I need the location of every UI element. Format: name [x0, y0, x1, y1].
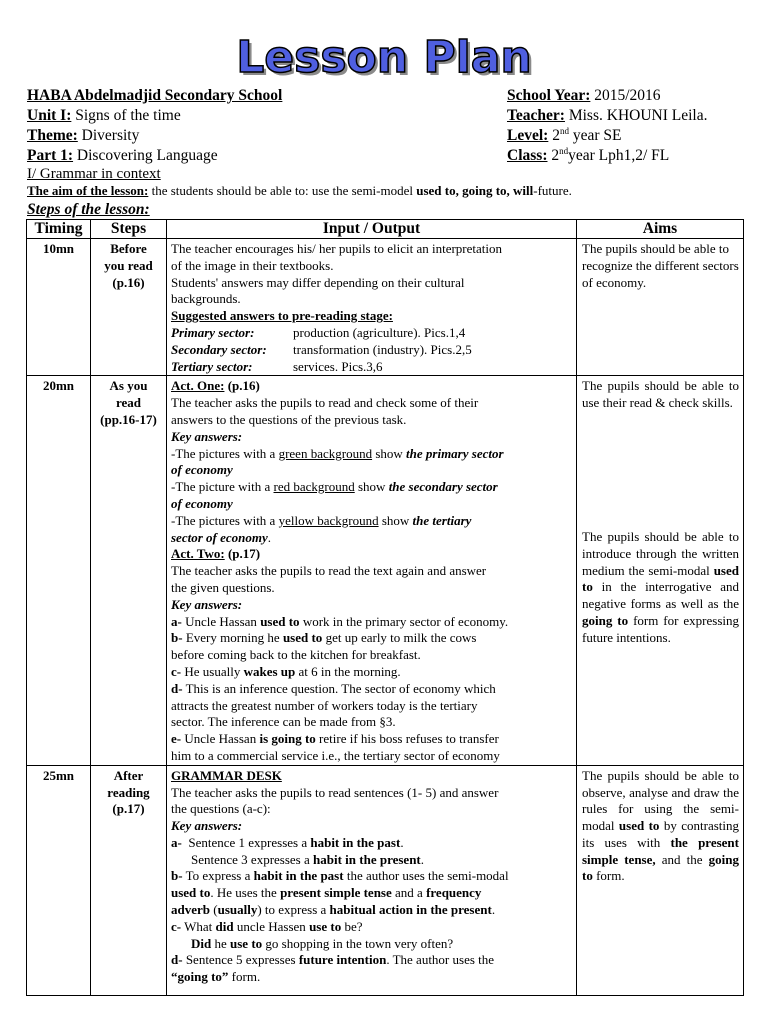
class-num: 2: [551, 147, 560, 164]
key-answers-label: Key answers:: [171, 818, 243, 834]
io-text: uncle Hassen: [236, 918, 306, 934]
activity-page: (p.16): [227, 378, 260, 394]
answer-letter: b-: [171, 630, 183, 646]
timing-cell: 20mn: [27, 376, 91, 765]
io-bold-text: habit in the present: [313, 851, 421, 867]
red-background-text: red background: [273, 479, 355, 495]
sector-label: Primary sector:: [171, 324, 255, 340]
io-bold-text: wakes up: [243, 663, 296, 679]
io-text: He usually: [184, 663, 241, 679]
timing-cell: 25mn: [27, 765, 91, 995]
activity-title: Act. Two:: [171, 546, 225, 562]
steps-line: read: [115, 395, 142, 411]
table-row: [27, 765, 744, 995]
part-label: Part 1:: [27, 147, 74, 164]
io-bold-text: the primary sector: [406, 445, 504, 461]
io-text: ) to express a: [257, 902, 327, 918]
school-year-label: School Year:: [507, 87, 591, 104]
sector-label: Secondary sector:: [171, 341, 267, 357]
input-output-cell: [167, 376, 577, 765]
theme-value: Diversity: [81, 127, 140, 144]
io-text: .: [267, 529, 272, 545]
io-line: of the image in their textbooks.: [171, 257, 334, 273]
aims-bold: used to: [582, 562, 739, 595]
io-text: This is an inference question. The sector of economy which: [185, 680, 496, 696]
activity-title: Act. One:: [171, 378, 225, 394]
steps-line: After: [113, 767, 144, 783]
aims-bold: going to: [582, 612, 629, 628]
aim-label: The aim of the lesson:: [27, 183, 149, 198]
io-bold-text: present simple tense: [280, 885, 392, 901]
answer-letter: d-: [171, 680, 183, 696]
answer-letter: a-: [171, 613, 182, 629]
io-line: answers to the questions of the previous task.: [171, 411, 407, 427]
steps-line: (p.17): [112, 801, 145, 817]
steps-line: As you: [109, 378, 148, 394]
page-title: Lesson Plan: [236, 32, 532, 83]
aims-part: The pupils should be able to observe, analyse and draw the rules for using the semi-modal: [582, 767, 739, 834]
green-background-text: green background: [278, 445, 373, 461]
io-line: The teacher asks the pupils to read sentences (1- 5) and answer: [171, 784, 499, 800]
io-text: .: [400, 834, 404, 850]
io-text: What: [184, 918, 213, 934]
io-text: Sentence 5 expresses: [185, 952, 296, 968]
io-text: To express a: [185, 868, 251, 884]
teacher-label: Teacher:: [507, 107, 565, 124]
suggested-answers-heading: Suggested answers to pre-reading stage:: [171, 308, 393, 324]
level-sup: nd: [559, 126, 569, 136]
aim-text: the students should be able to: use the semi-model: [151, 183, 413, 198]
io-bold-text: used to: [282, 630, 323, 646]
input-output-cell: [167, 239, 577, 376]
lesson-steps-table: [26, 219, 744, 996]
io-line: the questions (a-c):: [171, 801, 271, 817]
input-output-cell: [167, 765, 577, 995]
io-text: retire if his boss refuses to transfer: [319, 731, 499, 747]
io-bold-text: usually: [217, 902, 258, 918]
io-text: show: [381, 512, 410, 528]
sector-text: transformation (industry). Pics.2,5: [293, 341, 472, 357]
aims-part: The pupils should be able to introduce through the written medium the semi-modal: [582, 528, 739, 578]
aims-part: in the interrogative and negative forms as well as the: [582, 579, 739, 612]
part-value: Discovering Language: [76, 147, 218, 164]
aims-cell: [577, 765, 744, 995]
steps-line: (p.16): [112, 274, 145, 290]
class-sup: nd: [559, 146, 569, 156]
io-text: . The author uses the: [386, 952, 495, 968]
io-bold-text: of economy: [171, 462, 233, 478]
io-text: .: [420, 851, 425, 867]
io-text: -The pictures with a: [171, 445, 276, 461]
io-text: Sentence 1 expresses a: [188, 834, 308, 850]
io-bold-text: habit in the past: [310, 834, 401, 850]
io-text: the author uses the semi-modal: [346, 868, 509, 884]
sector-label: Tertiary sector:: [171, 358, 253, 374]
io-text: -The picture with a: [171, 479, 271, 495]
key-answers-label: Key answers:: [171, 428, 243, 444]
table-row: [27, 239, 744, 376]
io-line: attracts the greatest number of workers today is the tertiary: [171, 697, 478, 713]
io-bold-text: did: [215, 918, 234, 934]
aims-text: The pupils should be able to use their read & check skills.: [582, 378, 739, 411]
aims-part: by contrasting its uses with: [582, 818, 740, 850]
io-line: before coming back to the kitchen for breakfast.: [171, 647, 421, 663]
answer-letter: c-: [171, 918, 182, 934]
aim-bold: used to, going to, will: [416, 183, 534, 198]
unit-value: Signs of the time: [75, 107, 181, 124]
class-value: year Lph1,2/ FL: [568, 147, 670, 164]
sector-text: services. Pics.3,6: [293, 358, 383, 374]
aim-end: -future.: [533, 183, 572, 198]
io-bold-text: habitual action in the present: [329, 902, 492, 918]
io-line: The teacher asks the pupils to read the text again and answer: [171, 563, 487, 579]
school-year-value: 2015/2016: [594, 87, 661, 104]
level-num: 2: [552, 127, 560, 144]
io-bold-text: used to: [260, 613, 300, 629]
aims-part: form.: [596, 868, 625, 884]
class-label: Class:: [507, 147, 548, 164]
io-text: show: [375, 445, 403, 461]
answer-letter: e-: [171, 731, 182, 747]
io-bold-text: adverb: [171, 902, 210, 918]
io-bold-text: use to: [230, 935, 263, 951]
activity-page: (p.17): [227, 546, 261, 562]
aims-cell: [577, 376, 744, 765]
theme-label: Theme:: [27, 127, 78, 144]
lesson-header: [27, 86, 747, 166]
steps-line: (pp.16-17): [100, 411, 157, 427]
level-value: year SE: [572, 127, 622, 144]
header-input-output: Input / Output: [167, 220, 577, 239]
answer-letter: a-: [171, 834, 182, 850]
teacher-value: Miss. KHOUNI Leila.: [568, 107, 708, 124]
io-text: he: [214, 935, 227, 951]
answer-letter: d-: [171, 952, 183, 968]
sector-text: production (agriculture). Pics.1,4: [293, 324, 466, 340]
io-text: -The pictures with a: [171, 512, 276, 528]
io-bold-text: future intention: [298, 952, 387, 968]
io-text: be?: [344, 918, 363, 934]
io-text: at 6 in the morning.: [298, 663, 401, 679]
school-name: HABA Abdelmadjid Secondary School: [27, 87, 283, 104]
timing-cell: 10mn: [27, 239, 91, 376]
key-answers-label: Key answers:: [171, 596, 243, 612]
io-bold-text: habit in the past: [253, 868, 344, 884]
io-text: get up early to milk the cows: [325, 630, 477, 646]
io-line: sector. The inference can be made from §3.: [171, 714, 396, 730]
steps-cell: [91, 765, 167, 995]
io-bold-text: is going to: [259, 731, 316, 747]
steps-cell: [91, 239, 167, 376]
aims-bold: going to: [582, 851, 740, 884]
io-line: Students' answers may differ depending on their cultural: [171, 274, 465, 290]
io-bold-text: the tertiary: [412, 512, 472, 528]
io-line: The teacher asks the pupils to read and check some of their: [171, 395, 479, 411]
io-text: Every morning he: [185, 630, 280, 646]
steps-line: Before: [110, 241, 147, 256]
io-bold-text: use to: [309, 918, 342, 934]
section-heading: I/ Grammar in context: [27, 166, 161, 182]
aims-part: form for expressing future intentions.: [582, 612, 740, 645]
io-bold-text: “going to”: [171, 969, 229, 985]
io-text: work in the primary sector of economy.: [302, 613, 509, 629]
steps-title: Steps of the lesson:: [27, 201, 150, 218]
table-row: [27, 376, 744, 765]
table-header-row: [27, 220, 744, 239]
header-steps: Steps: [91, 220, 167, 239]
answer-letter: b-: [171, 868, 183, 884]
io-text: and a: [395, 885, 423, 901]
steps-line: reading: [107, 784, 150, 800]
io-text: .: [491, 902, 496, 918]
io-text: Uncle Hassan: [185, 613, 257, 629]
io-text: go shopping in the town very often?: [265, 935, 454, 951]
grammar-desk-heading: GRAMMAR DESK: [171, 767, 282, 783]
aims-text: [582, 529, 739, 647]
answer-letter: c-: [171, 663, 182, 679]
header-aims: Aims: [577, 220, 744, 239]
io-text: show: [357, 479, 386, 495]
yellow-background-text: yellow background: [278, 512, 379, 528]
io-text: Uncle Hassan: [184, 731, 257, 747]
aims-bold: the present simple tense,: [582, 834, 739, 867]
aims-part: and the: [661, 851, 703, 867]
lesson-aim: [27, 183, 572, 199]
io-text: (: [213, 902, 218, 918]
level-label: Level:: [507, 127, 549, 144]
io-bold-text: the secondary sector: [388, 479, 498, 495]
aims-bold: used to: [618, 818, 660, 834]
io-bold-text: sector of economy: [171, 529, 268, 545]
aims-cell: The pupils should be able to recognize the different sectors of economy.: [577, 239, 744, 376]
io-line: The teacher encourages his/ her pupils to elicit an interpretation: [171, 241, 503, 256]
unit-label: Unit I:: [27, 107, 72, 124]
io-line: him to a commercial service i.e., the tertiary sector of economy: [171, 747, 500, 763]
io-bold-text: used to: [171, 885, 211, 901]
io-bold-text: frequency: [426, 885, 482, 901]
io-bold-text: of economy: [171, 495, 233, 511]
io-text: Sentence 3 expresses a: [191, 851, 310, 867]
io-text: . He uses the: [210, 885, 277, 901]
io-line: backgrounds.: [171, 291, 241, 307]
io-bold-text: Did: [191, 935, 212, 951]
io-text: form.: [231, 969, 261, 985]
io-line: the given questions.: [171, 579, 275, 595]
header-timing: Timing: [27, 220, 91, 239]
steps-line: you read: [104, 257, 153, 273]
steps-cell: [91, 376, 167, 765]
